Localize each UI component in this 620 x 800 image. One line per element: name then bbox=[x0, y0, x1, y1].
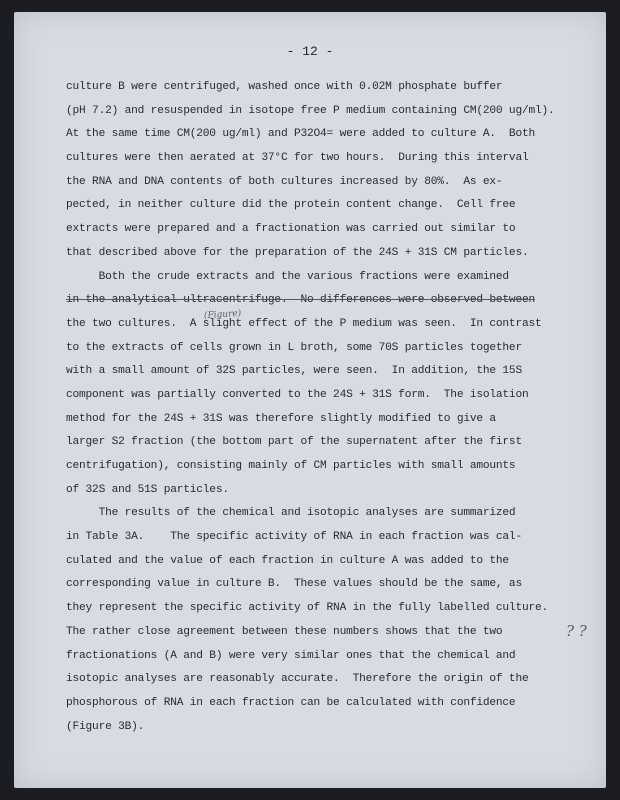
handwritten-question-marks: ? ? bbox=[566, 622, 587, 640]
text-line: At the same time CM(200 ug/ml) and P32O4= were added to culture A. Both bbox=[66, 128, 535, 141]
text-line: (pH 7.2) and resuspended in isotope free P medium containing CM(200 ug/ml). bbox=[66, 104, 555, 117]
handwritten-figure-note: (Figure) bbox=[203, 308, 242, 322]
text-line: extracts were prepared and a fractionation was carried out similar to bbox=[66, 223, 516, 236]
text-line: cultures were then aerated at 37°C for two hours. During this interval bbox=[66, 152, 529, 165]
text-line: pected, in neither culture did the protein content change. Cell free bbox=[66, 199, 516, 212]
document-page bbox=[14, 12, 606, 788]
body-text bbox=[66, 76, 606, 739]
text-line: centrifugation), consisting mainly of CM particles with small amounts bbox=[66, 460, 516, 472]
text-line: isotopic analyses are reasonably accurate. Therefore the origin of the bbox=[66, 673, 529, 686]
text-line: The rather close agreement between these numbers shows that the two bbox=[66, 625, 503, 638]
text-line: phosphorous of RNA in each fraction can be calculated with confidence bbox=[66, 696, 516, 709]
text-line: fractionations (A and B) were very similar ones that the chemical and bbox=[66, 649, 516, 662]
text-line: culture B were centrifuged, washed once with 0.02M phosphate buffer bbox=[66, 81, 503, 93]
text-line: in Table 3A. The specific activity of RNA in each fraction was cal- bbox=[66, 531, 522, 544]
text-line: (Figure 3B). bbox=[66, 720, 145, 733]
text-line: The results of the chemical and isotopic analyses are summarized bbox=[66, 507, 516, 520]
text-line: the RNA and DNA contents of both cultures increased by 80%. As ex- bbox=[66, 175, 503, 188]
text-line: to the extracts of cells grown in L broth, some 70S particles together bbox=[66, 341, 522, 354]
text-line: culated and the value of each fraction in culture A was added to the bbox=[66, 554, 509, 567]
text-line: with a small amount of 32S particles, were seen. In addition, the 15S bbox=[66, 365, 522, 378]
text-line: component was partially converted to the 24S + 31S form. The isolation bbox=[66, 388, 529, 401]
text-line: larger S2 fraction (the bottom part of the supernatent after the first bbox=[66, 436, 522, 449]
text-line: method for the 24S + 31S was therefore slightly modified to give a bbox=[66, 412, 496, 425]
text-line: the two cultures. A slight effect of the P medium was seen. In contrast bbox=[66, 317, 542, 330]
page-number: - 12 - bbox=[286, 44, 334, 59]
text-line: that described above for the preparation of the 24S + 31S CM particles. bbox=[66, 246, 529, 259]
text-line: Both the crude extracts and the various fractions were examined bbox=[66, 270, 509, 283]
text-line-struck: in the analytical ultracentrifuge. No differences were observed between bbox=[66, 294, 535, 307]
text-line: corresponding value in culture B. These values should be the same, as bbox=[66, 578, 522, 591]
text-line: of 32S and 51S particles. bbox=[66, 483, 229, 496]
text-line: they represent the specific activity of RNA in the fully labelled culture. bbox=[66, 602, 549, 615]
